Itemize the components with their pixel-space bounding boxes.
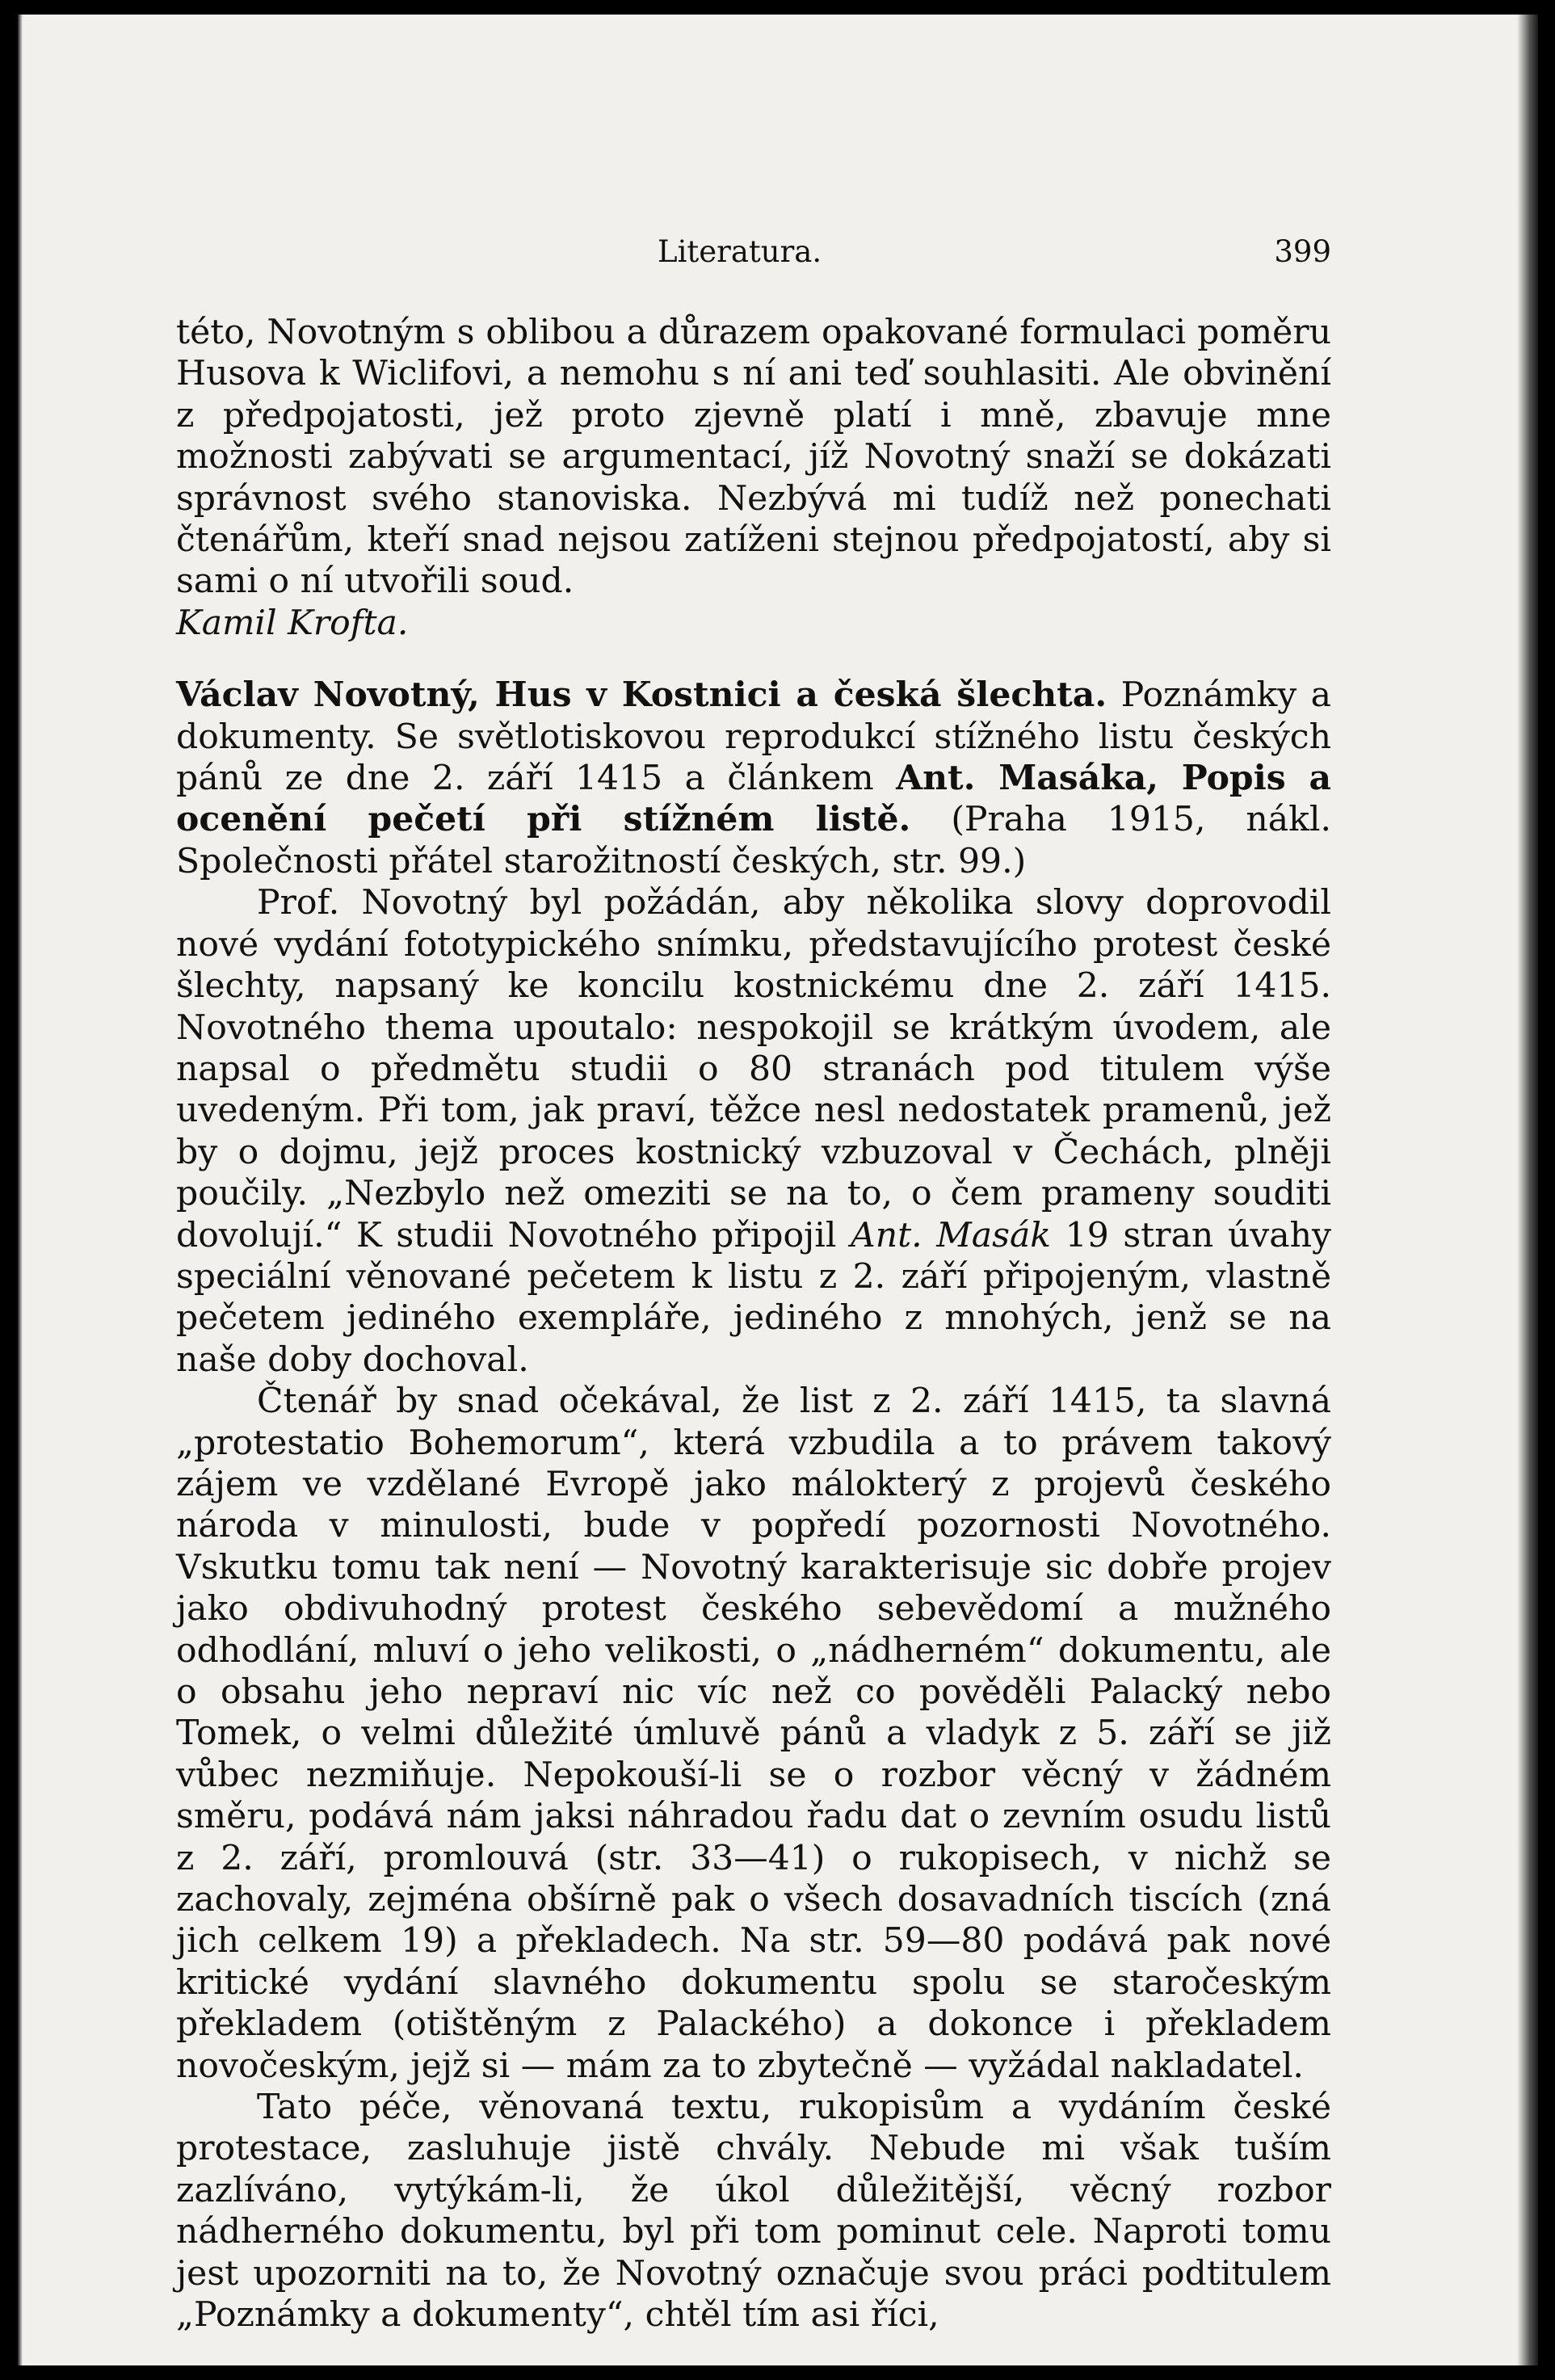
running-title: Literatura. — [658, 234, 822, 269]
review2-p1-part-a: Prof. Novotný byl požádán, aby několika slovy doprovodil nové vydání fototypického snímku, představujícího protest české šlechty, napsaný ke koncilu kostnickému dne 2. září 1415. Novotného thema upoutalo: nespokojil se krátkým úvodem, ale napsal o předmětu studii o 80 stranách pod titulem výše uvedeným. Při tom, jak praví, těžce nesl nedostatek pramenů, jež by o dojmu, jejž proces kostnický vzbuzoval v Čechách, plněji poučily. „Nezbylo než omeziti se na to, o čem prameny souditi dovolují.“ K studii Novotného připojil — [176, 883, 1331, 1255]
review2-bibliographic-entry — [176, 675, 1331, 882]
review2-title: Václav Novotný, Hus v Kostnici a česká šlechta. — [176, 675, 1107, 716]
page-edge-shadow-right — [1517, 15, 1538, 2365]
review1-tail-paragraph: této, Novotným s oblibou a důrazem opakované formulaci poměru Husova k Wiclifovi, a nemohu s ní ani teď souhlasiti. Ale obvinění z předpojatosti, jež proto zjevně platí i mně, zbavuje mne možnosti zabývati se argumentací, jíž Novotný snaží se dokázati správnost svého stanoviska. Nezbývá mi tudíž než ponechati čtenářům, kteří snad nejsou zatíženi stejnou předpojatostí, aby si sami o ní utvořili soud. — [176, 313, 1331, 602]
review2-p1-part-b: 19 stran úvahy speciální věnované pečetem k listu z 2. září připojeným, vlastně pečetem jediného exempláře, jediného z mnohých, jenž se na naše doby dochoval. — [176, 1215, 1331, 1380]
book-page — [18, 15, 1538, 2365]
review2-title-rest: Poznámky a dokumenty. Se světlotiskovou reprodukcí stížného listu českých pánů ze dne 2. září 1415 a článkem — [176, 675, 1331, 799]
review2-p1-author: Ant. Masák — [851, 1215, 1052, 1255]
review2-paragraph-2: Čtenář by snad očekával, že list z 2. září 1415, ta slavná „protestatio Bohemorum“, která vzbudila a to právem takový zájem ve vzdělané Evropě jako málokterý z projevů českého národa v minulosti, bude v popředí pozornosti Novotného. Vskutku tomu tak není — Novotný karakterisuje sic dobře projev jako obdivuhodný protest českého sebevědomí a mužného odhodlání, mluví o jeho velikosti, o „nádherném“ dokumentu, ale o obsahu jeho nepraví nic víc než co pověděli Palacký nebo Tomek, o velmi důležité úmluvě pánů a vladyk z 5. září se již vůbec nezmiňuje. Nepokouší-li se o rozbor věcný v žádném směru, podává nám jaksi náhradou řadu dat o zevním osudu listů z 2. září, promlouvá (str. 33—41) o rukopisech, v nichž se zachovaly, zejména obšírně pak o všech dosavadních tiscích (zná jich celkem 19) a překladech. Na str. 59—80 podává pak nové kritické vydání slavného dokumentu spolu se staročeským překladem (otištěným z Palackého) a dokonce i překladem novočeským, jejž si — mám za to zbytečně — vyžádal nakladatel. — [176, 1381, 1331, 2086]
body-text — [176, 312, 1331, 2336]
review2-article-title: Ant. Masáka, Popis a ocenění pečetí při stížném listě. — [176, 758, 1331, 840]
page-edge-shadow-left — [18, 15, 23, 2365]
review2-paragraph-3: Tato péče, věnovaná textu, rukopisům a vydáním české protestace, zasluhuje jistě chvály. Nebude mi však tuším zazlíváno, vytýkám-li, že úkol důležitější, věcný rozbor nádherného dokumentu, byl při tom pominut cele. Naproti tomu jest upozorniti na to, že Novotný označuje svou práci podtitulem „Poznámky a dokumenty“, chtěl tím asi říci, — [176, 2088, 1331, 2336]
review2-imprint: (Praha 1915, nákl. Společnosti přátel starožitností českých, str. 99.) — [176, 800, 1331, 881]
review1-signature: Kamil Krofta. — [176, 603, 409, 643]
page-number: 399 — [1274, 234, 1331, 269]
review2-paragraph-1 — [176, 882, 1331, 1381]
